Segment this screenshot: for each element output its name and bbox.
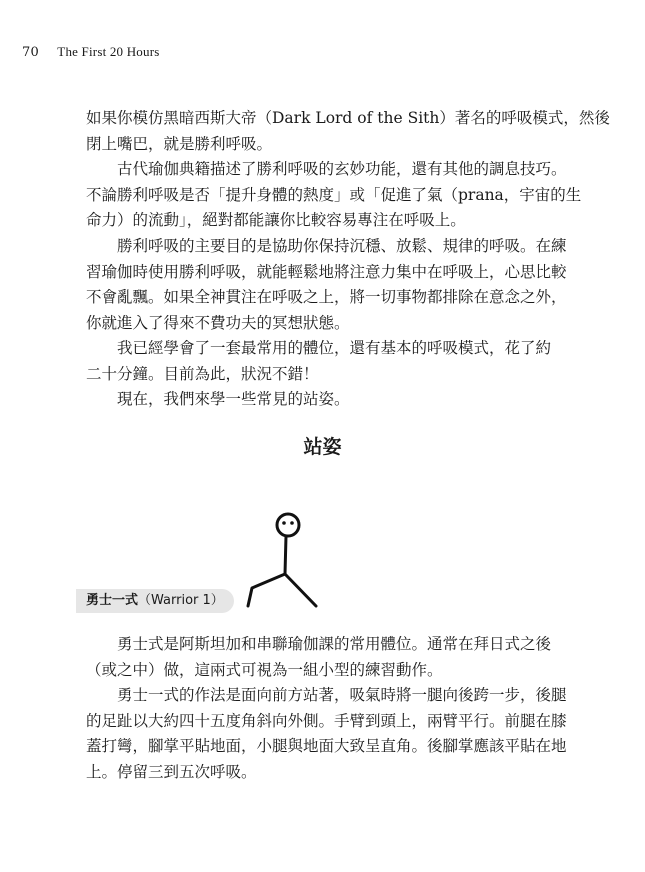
paragraph: [86, 234, 566, 336]
pose-label-en: （Warrior 1）: [138, 593, 224, 608]
text-line: 勇士一式的作法是面向前方站著，吸氣時將一腿向後跨一步，後腿: [86, 686, 567, 704]
paragraph: [86, 106, 610, 157]
pose-label-zh: 勇士一式: [86, 593, 139, 608]
text-line: 蓋打彎，腳掌平貼地面，小腿與地面大致呈直角。後腳掌應該平貼在地: [86, 737, 567, 755]
section-heading: 站姿: [303, 436, 342, 458]
text-line: 的足趾以大約四十五度角斜向外側。手臂到頭上，兩臂平行。前腿在膝: [86, 711, 567, 730]
text-line: 命力）的流動」，絕對都能讓你比較容易專注在呼吸上。: [86, 211, 466, 229]
text-line: 二十分鐘。目前為此，狀況不錯！: [86, 364, 319, 383]
figure-head: [277, 514, 299, 536]
page-number: 70: [22, 45, 39, 60]
text-line: 現在，我們來學一些常見的站姿。: [86, 390, 350, 408]
figure-back-leg: [285, 574, 316, 606]
text-line: 勇士式是阿斯坦加和串聯瑜伽課的常用體位。通常在拜日式之後: [86, 635, 552, 653]
warrior-pose-figure: [228, 498, 338, 616]
text-line: 勝利呼吸的主要目的是協助你保持沉穩、放鬆、規律的呼吸。在練: [86, 237, 567, 255]
text-line: 習瑜伽時使用勝利呼吸，就能輕鬆地將注意力集中在呼吸上，心思比較: [86, 262, 567, 281]
paragraph: [86, 387, 566, 413]
paragraph: [86, 632, 566, 683]
paragraph: [86, 683, 566, 785]
text-line: 你就進入了得來不費功夫的冥想狀態。: [86, 313, 350, 332]
text-line: 古代瑜伽典籍描述了勝利呼吸的玄妙功能，還有其他的調息技巧。: [86, 160, 567, 178]
pose-label: [76, 589, 234, 613]
running-header: [22, 44, 159, 60]
text-line: 不論勝利呼吸是否「提升身體的熱度」或「促進了氣（prana，宇宙的生: [86, 185, 582, 204]
running-title: The First 20 Hours: [57, 44, 160, 59]
paragraph: [86, 157, 582, 234]
text-line: 不會亂飄。如果全神貫注在呼吸之上，將一切事物都排除在意念之外，: [86, 288, 567, 306]
figure-torso: [285, 536, 286, 574]
text-line: 如果你模仿黑暗西斯大帝（Dark Lord of the Sith）著名的呼吸模式，然後: [86, 109, 610, 127]
text-line: 上。停留三到五次呼吸。: [86, 762, 257, 781]
figure-front-leg: [248, 574, 285, 606]
text-line: 閉上嘴巴，就是勝利呼吸。: [86, 134, 273, 153]
text-line: 我已經學會了一套最常用的體位，還有基本的呼吸模式，花了約: [86, 339, 552, 357]
text-line: （或之中）做，這兩式可視為一組小型的練習動作。: [86, 660, 443, 679]
paragraph: [86, 336, 566, 387]
